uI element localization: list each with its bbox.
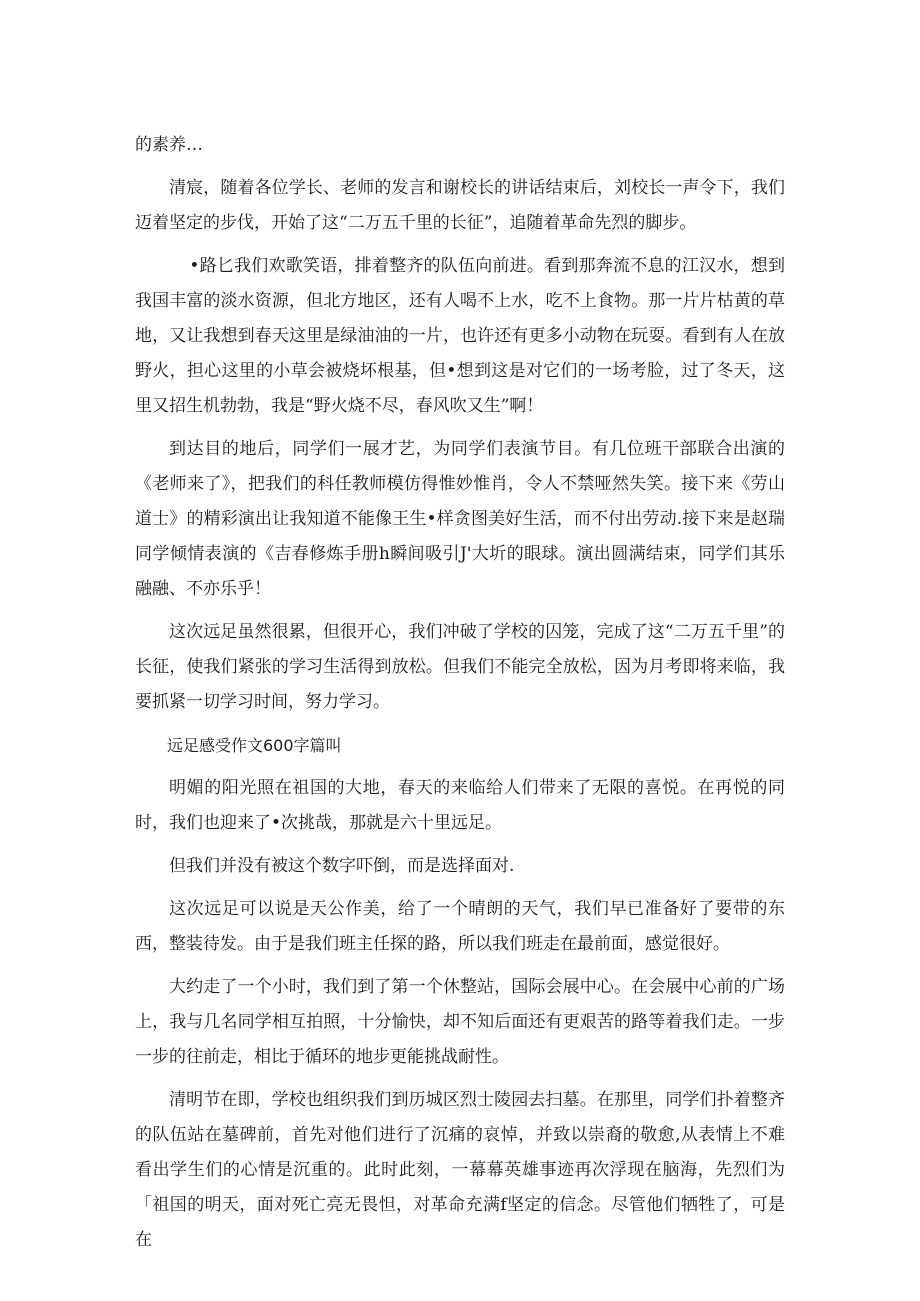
paragraph-8: 这次远足可以说是天公作美，给了一个晴朗的天气，我们早已准备好了要带的东西，整装待发。由于是我们班主任探的路，所以我们班走在最前面，感觉很好。 <box>135 899 785 954</box>
paragraph-10: 清明节在即，学校也组织我们到历城区烈士陵园去扫墓。在那里，同学们扑着整齐的队伍站在墓碑前，首先对他们进行了沉痛的哀悼，并致以崇裔的敬愈,从表情上不难看出学生们的心情是沉重的。此时此刻，一幕幕英雄事迹再次浮现在脑海，先烈们为「祖国的明天，面对死亡亮无畏怛，对革命充满f坚定的信念。尽管他们牺牲了，可是在 <box>135 1090 785 1250</box>
paragraph-6: 明媚的阳光照在祖国的大地，春天的来临给人们带来了无限的喜悦。在再悦的同时，我们也迎来了•次挑哉，那就是六十里远足。 <box>135 778 785 833</box>
paragraph-4: 到达目的地后，同学们一展才艺，为同学们表演节目。有几位班干部联合出演的《老师来了》，把我们的科任教师模仿得惟妙惟肖，令人不禁哑然失笑。接下来《劳山道士》的精彩演出让我知道不能像王生•样贪图美好生活，而不付出劳动.接下来是赵瑞同学倾情表演的《吉春修炼手册h瞬间吸引J'大圻的眼球。演出圆满结束，同学们其乐融融、不亦乐乎！ <box>135 439 785 599</box>
section-heading: 远足感受作文600字篇叫 <box>167 736 342 755</box>
paragraph-7: 但我们并没有被这个数字吓倒，而是选择面对. <box>169 856 515 876</box>
paragraph-3: •路匕我们欢歌笑语，排着整齐的队伍向前进。看到那奔流不息的江汉水，想到我国丰富的淡水资源，但北方地区，还有人喝不上水，吃不上食物。那一片片枯黄的草地，又让我想到春天这里是绿油油的一片，也许还有更多小动物在玩耍。看到有人在放野火，担心这里的小草会被烧坏根基，但•想到这是对它们的一场考脸，过了冬天，这里又招生机勃勃，我是“野火烧不尽，春风吹又生”啊！ <box>135 256 785 416</box>
document-body <box>135 128 785 1266</box>
paragraph-5: 这次远足虽然很累，但很开心，我们冲破了学校的囚笼，完成了这“二万五千里”的长征，使我们紧张的学习生活得到放松。但我们不能完全放松，因为月考即将来临，我要抓紧一切学习时间，努力学习。 <box>135 622 785 712</box>
paragraph-1: 的素养… <box>135 135 203 155</box>
paragraph-2: 清宸，随着各位学长、老师的发言和谢校长的讲话结束后，刘校长一声令下，我们迈着坚定的步伐，开始了这“二万五千里的长征”，追随着革命先烈的脚步。 <box>135 178 785 233</box>
paragraph-9: 大约走了一个小时，我们到了第一个休整站，国际会展中心。在会展中心前的广场上，我与几名同学相互拍照，十分愉快，却不知后面还有更艰苦的路等着我们走。一步一步的往前走，相比于循环的地步更能挑战耐性。 <box>135 977 785 1067</box>
